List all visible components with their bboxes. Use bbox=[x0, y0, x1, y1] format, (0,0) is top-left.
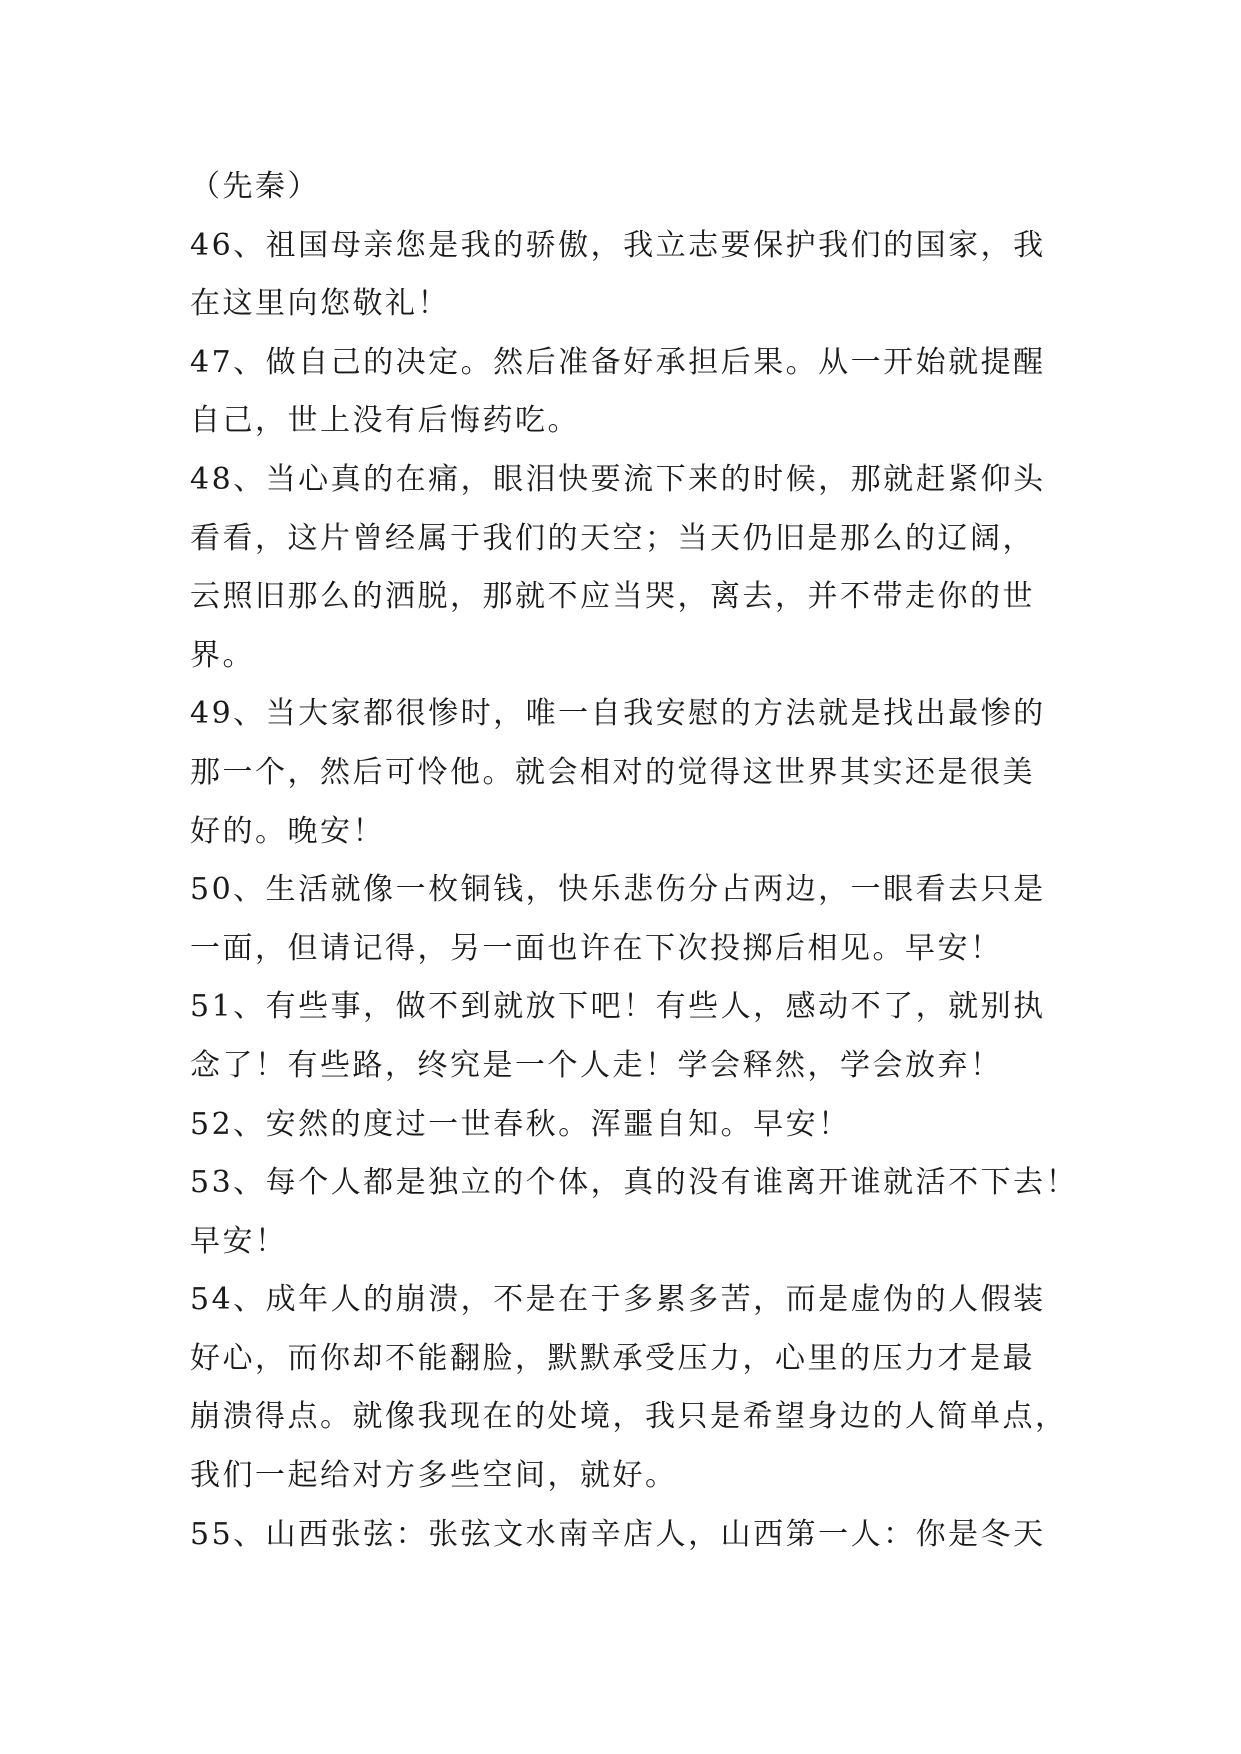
text-line: 那一个，然后可怜他。就会相对的觉得这世界其实还是很美 bbox=[190, 754, 1035, 790]
text-line: 55、山西张弦：张弦文水南辛店人，山西第一人：你是冬天 bbox=[190, 1516, 1046, 1552]
text-line: 52、安然的度过一世春秋。浑噩自知。早安！ bbox=[190, 1106, 851, 1142]
text-line: 49、当大家都很惨时，唯一自我安慰的方法就是找出最惨的 bbox=[190, 696, 1046, 732]
text-line: 一面，但请记得，另一面也许在下次投掷后相见。早安！ bbox=[190, 930, 1003, 966]
text-line: 好心，而你却不能翻脸，默默承受压力，心里的压力才是最 bbox=[190, 1340, 1035, 1376]
text-line: 好的。晚安！ bbox=[190, 813, 385, 849]
text-line: 崩溃得点。就像我现在的处境，我只是希望身边的人简单点， bbox=[190, 1399, 1068, 1435]
text-line: 界。 bbox=[190, 637, 255, 673]
text-line: 在这里向您敬礼！ bbox=[190, 286, 450, 322]
text-line: 我们一起给对方多些空间，就好。 bbox=[190, 1458, 678, 1494]
text-line: 54、成年人的崩溃，不是在于多累多苦，而是虚伪的人假装 bbox=[190, 1282, 1046, 1318]
text-line: 50、生活就像一枚铜钱，快乐悲伤分占两边，一眼看去只是 bbox=[190, 872, 1046, 908]
text-line: 51、有些事，做不到就放下吧！有些人，感动不了，就别执 bbox=[190, 989, 1046, 1025]
text-line: （先秦） bbox=[190, 169, 320, 204]
text-line: 48、当心真的在痛，眼泪快要流下来的时候，那就赶紧仰头 bbox=[190, 461, 1046, 497]
text-line: 看看，这片曾经属于我们的天空；当天仍旧是那么的辽阔， bbox=[190, 520, 1035, 556]
text-line: 自己，世上没有后悔药吃。 bbox=[190, 403, 580, 439]
text-line: 早安！ bbox=[190, 1223, 288, 1259]
text-line: 46、祖国母亲您是我的骄傲，我立志要保护我们的国家，我 bbox=[190, 227, 1046, 263]
document-body bbox=[190, 158, 1079, 1564]
text-line: 47、做自己的决定。然后准备好承担后果。从一开始就提醒 bbox=[190, 344, 1046, 380]
text-line: 念了！有些路，终究是一个人走！学会释然，学会放弃！ bbox=[190, 1047, 1003, 1083]
text-line: 53、每个人都是独立的个体，真的没有谁离开谁就活不下去！ bbox=[190, 1165, 1079, 1201]
text-line: 云照旧那么的洒脱，那就不应当哭，离去，并不带走你的世 bbox=[190, 579, 1035, 615]
